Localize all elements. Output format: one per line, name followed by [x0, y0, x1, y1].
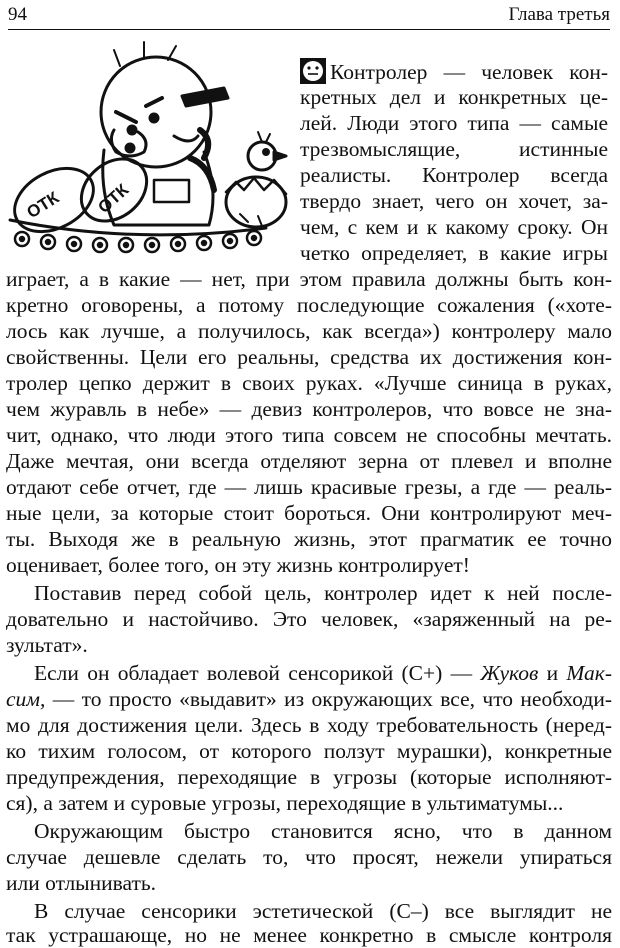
- text-line: кретно оговорены, а потому последующие сожаления («хоте-: [6, 293, 612, 317]
- smiley-face-icon: [300, 58, 326, 84]
- text-line: предупреждения, переходящие в угрозы (которые исполняют-: [6, 765, 612, 789]
- text-line: Поставив перед собой цель, контролер идет к ней после-: [34, 581, 612, 605]
- name-zhukov: Жуков: [480, 661, 539, 685]
- text-line: ты. Выходя же в реальную жизнь, этот прагматик ее точно: [6, 527, 612, 551]
- text-line: лей. Люди этого типа — самые: [300, 111, 608, 135]
- controller-cartoon-illustration: [4, 40, 292, 260]
- text-line: четко определяет, в какие игры: [300, 241, 608, 265]
- text-line: тролер цепко держит в своих руках. «Лучше синица в руках,: [6, 371, 612, 395]
- text-line: лось как лучше, а получилось, как всегда») контролеру мало: [6, 319, 612, 343]
- egg-label-right: ОТК: [94, 180, 133, 218]
- text-line: ся), а затем и суровые угрозы, переходящие в ультиматумы...: [6, 791, 564, 815]
- text-line: зультат».: [6, 633, 88, 657]
- text-line: мо для достижения цели. Здесь в ходу требовательность (неред-: [6, 713, 612, 737]
- text-line: чит, однако, что люди этого типа совсем не способны мечтать.: [6, 423, 612, 447]
- text-line: твердо знает, чего он хочет, за-: [300, 189, 608, 213]
- text-line: кретных дел и конкретных це-: [300, 85, 608, 109]
- text-line: играет, а в какие — нет, при этом правила должны быть кон-: [6, 267, 612, 291]
- name-maksim-part1: Мак-: [566, 661, 612, 685]
- chapter-title: Глава третья: [508, 4, 610, 25]
- text-line: довательно и настойчиво. Это человек, «заряженный на ре-: [6, 607, 612, 631]
- text-line: ные цели, за которые стоит бороться. Они контролируют меч-: [6, 501, 612, 525]
- text-line: Даже мечтая, они всегда отделяют зерна от плевел и вполне: [6, 449, 612, 473]
- text-line: Контролер — человек кон-: [300, 58, 608, 85]
- text-line: Окружающим быстро становится ясно, что в данном: [34, 819, 612, 843]
- page-header: [8, 0, 610, 30]
- chick: [248, 142, 276, 170]
- text-line: В случае сенсорики эстетической (С–) все выглядит не: [34, 899, 612, 923]
- page-number: 94: [8, 4, 27, 25]
- text-line: чем, с кем и к какому сроку. Он: [300, 215, 608, 239]
- name-maksim-part2: сим,: [6, 687, 46, 711]
- text-line: отдают себе отчет, где — лишь красивые грезы, а где — реаль-: [6, 475, 612, 499]
- text-line: ко тихим голосом, от которого ползут мурашки), конкретные: [6, 739, 612, 763]
- text-line: или отлынивать.: [6, 871, 157, 895]
- text-line: Если он обладает волевой сенсорикой (С+) — Жуков и Мак-: [34, 661, 612, 685]
- text-line: так устрашающе, но не менее конкретно в смысле контроля: [6, 923, 612, 947]
- text-line: случае дешевле сделать то, что просят, нежели упираться: [6, 845, 612, 869]
- text-line: свойственны. Цели его реальны, средства их достижения кон-: [6, 345, 612, 369]
- text-line: сим, — то просто «выдавит» из окружающих все, что необходи-: [6, 687, 613, 711]
- text-line: оценивает, более того, он эту жизнь контролирует!: [6, 553, 470, 577]
- text-line: чем журавль в небе» — девиз контролеров, что вовсе не зна-: [6, 397, 612, 421]
- text-line: реалисты. Контролер всегда: [300, 163, 608, 187]
- egg-label-left: ОТК: [23, 188, 63, 223]
- text-line: трезвомыслящие, истинные: [300, 137, 608, 161]
